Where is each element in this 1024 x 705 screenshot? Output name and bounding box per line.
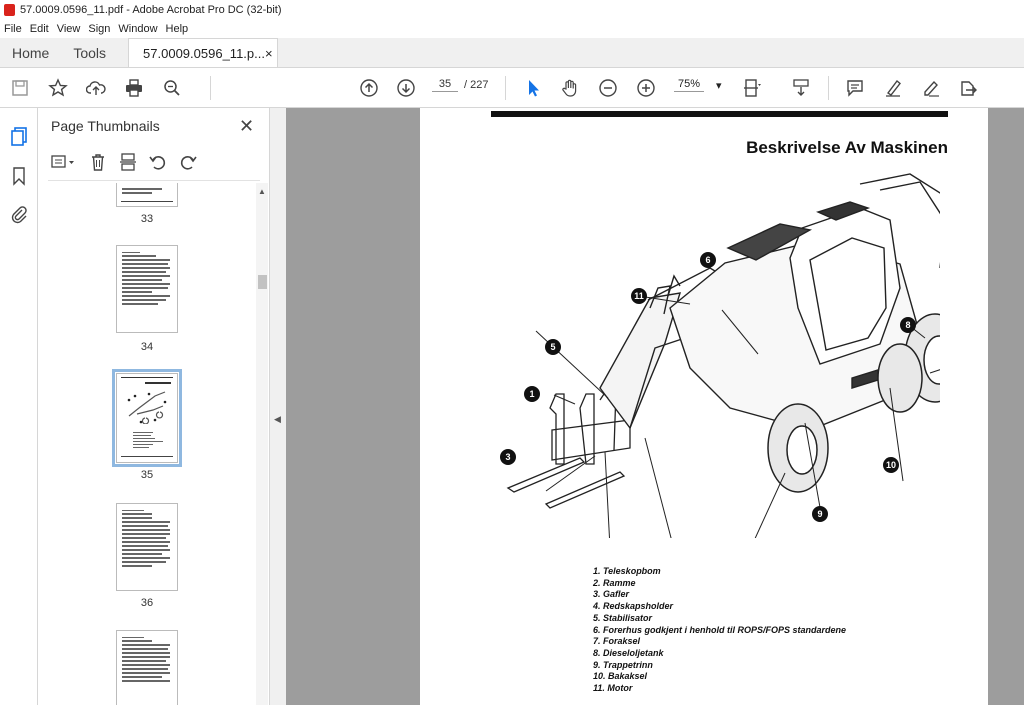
attachments-icon[interactable] xyxy=(9,204,29,224)
thumbnail-page-35[interactable] xyxy=(116,373,178,463)
zoom-out-icon[interactable] xyxy=(596,76,620,100)
machine-illustration xyxy=(480,168,940,538)
menu-help[interactable]: Help xyxy=(165,23,189,35)
next-page-icon[interactable] xyxy=(394,76,418,100)
acrobat-icon xyxy=(4,4,15,16)
panel-divider xyxy=(48,180,260,181)
callout-label: 6 xyxy=(705,255,711,265)
toolbar-separator xyxy=(210,76,211,100)
menu-view[interactable]: View xyxy=(56,23,81,35)
toolbar-separator xyxy=(505,76,506,100)
callout-label: 8 xyxy=(905,320,911,330)
menu-sign[interactable]: Sign xyxy=(88,23,111,35)
menu-edit[interactable]: Edit xyxy=(29,23,49,35)
legend-item: 6. Forerhus godkjent i henhold til ROPS/FOPS standardene xyxy=(593,624,847,635)
legend-item: 7. Foraksel xyxy=(593,636,641,647)
menu-bar xyxy=(0,20,1024,38)
tab-home[interactable]: Home xyxy=(12,44,50,61)
thumbnail-list xyxy=(38,183,256,705)
zoom-selector[interactable] xyxy=(674,78,722,92)
tab-close-icon[interactable]: × xyxy=(264,45,273,61)
thumbnail-number: 33 xyxy=(140,213,154,225)
legend-item: 10. Bakaksel xyxy=(593,671,648,682)
callout-label: 5 xyxy=(550,342,556,352)
callout-label: 3 xyxy=(505,452,511,462)
thumbnails-panel xyxy=(38,108,270,705)
rotate-clockwise-icon[interactable] xyxy=(178,152,198,172)
callout-label: 11 xyxy=(634,291,644,301)
page-total: / 227 xyxy=(464,79,489,91)
scrollbar-thumb[interactable] xyxy=(258,275,267,289)
legend-item: 8. Dieseloljetank xyxy=(593,647,664,658)
highlight-pen-icon[interactable] xyxy=(881,76,905,100)
cloud-upload-icon[interactable] xyxy=(84,76,108,100)
legend-item: 5. Stabilisator xyxy=(593,612,653,623)
delete-page-icon[interactable] xyxy=(88,152,108,172)
panel-collapse-handle[interactable] xyxy=(270,108,286,705)
page-heading: Beskrivelse Av Maskinen xyxy=(746,138,948,157)
legend-item: 11. Motor xyxy=(593,683,633,694)
legend-item: 3. Gafler xyxy=(593,589,630,600)
hand-tool-icon[interactable] xyxy=(558,76,582,100)
bookmarks-icon[interactable] xyxy=(9,166,29,186)
tab-tools[interactable]: Tools xyxy=(73,44,107,61)
thumbnail-page-37[interactable] xyxy=(116,630,178,705)
tab-bar xyxy=(0,38,1024,68)
parts-legend xyxy=(593,566,846,695)
bookmark-star-icon[interactable] xyxy=(46,76,70,100)
thumbnail-number: 35 xyxy=(140,469,154,481)
menu-window[interactable]: Window xyxy=(118,23,158,35)
thumbnail-page-33[interactable] xyxy=(116,183,178,207)
tab-document[interactable] xyxy=(128,38,278,67)
thumbnail-page-36[interactable] xyxy=(116,503,178,591)
thumbnail-scrollbar[interactable] xyxy=(256,183,268,705)
legend-item: 9. Trappetrinn xyxy=(593,659,653,670)
thumbnail-number: 34 xyxy=(140,341,154,353)
select-pointer-icon[interactable] xyxy=(521,76,545,100)
page-fit-icon[interactable] xyxy=(740,76,764,100)
legend-item: 1. Teleskopbom xyxy=(593,566,661,576)
thumbnail-page-34[interactable] xyxy=(116,245,178,333)
window-title: 57.0009.0596_11.pdf - Adobe Acrobat Pro DC (32-bit) xyxy=(20,4,282,16)
page-navigator xyxy=(432,78,488,92)
legend-item: 4. Redskapsholder xyxy=(593,601,674,612)
callout-label: 10 xyxy=(885,460,897,470)
collapse-arrow-icon[interactable]: ◀ xyxy=(274,414,281,424)
draw-sign-icon[interactable] xyxy=(919,76,943,100)
page-thumbnails-icon[interactable] xyxy=(9,126,29,146)
rotate-counterclockwise-icon[interactable] xyxy=(148,152,168,172)
callout-label: 9 xyxy=(817,509,823,519)
previous-page-icon[interactable] xyxy=(357,76,381,100)
toolbar xyxy=(0,68,1024,108)
tab-document-label: 57.0009.0596_11.p... xyxy=(143,45,265,61)
share-export-icon[interactable] xyxy=(956,76,980,100)
scroll-mode-icon[interactable] xyxy=(789,76,813,100)
zoom-value[interactable]: 75% xyxy=(674,78,704,92)
document-viewport[interactable] xyxy=(286,108,1024,705)
panel-toolbar xyxy=(48,148,258,176)
scroll-up-icon[interactable]: ▲ xyxy=(258,187,266,196)
title-bar xyxy=(0,0,1024,20)
thumbnail-number: 36 xyxy=(140,597,154,609)
page-header-rule xyxy=(491,111,948,117)
panel-close-icon[interactable]: ✕ xyxy=(239,116,255,136)
comment-icon[interactable] xyxy=(843,76,867,100)
callout-label: 1 xyxy=(529,389,535,399)
zoom-dropdown-icon[interactable]: ▾ xyxy=(716,79,722,92)
insert-page-icon[interactable] xyxy=(118,152,138,172)
print-icon[interactable] xyxy=(122,76,146,100)
menu-file[interactable]: File xyxy=(4,23,22,35)
pdf-page xyxy=(420,108,988,705)
save-icon[interactable] xyxy=(8,76,32,100)
thumbnail-options-icon[interactable] xyxy=(48,152,78,172)
left-rail xyxy=(0,108,38,705)
panel-title: Page Thumbnails xyxy=(51,118,160,134)
legend-item: 2. Ramme xyxy=(593,577,636,588)
thumbnail-machine-sketch xyxy=(125,388,169,424)
toolbar-separator xyxy=(828,76,829,100)
zoom-search-icon[interactable] xyxy=(160,76,184,100)
zoom-in-icon[interactable] xyxy=(634,76,658,100)
page-number-input[interactable]: 35 xyxy=(432,78,458,92)
